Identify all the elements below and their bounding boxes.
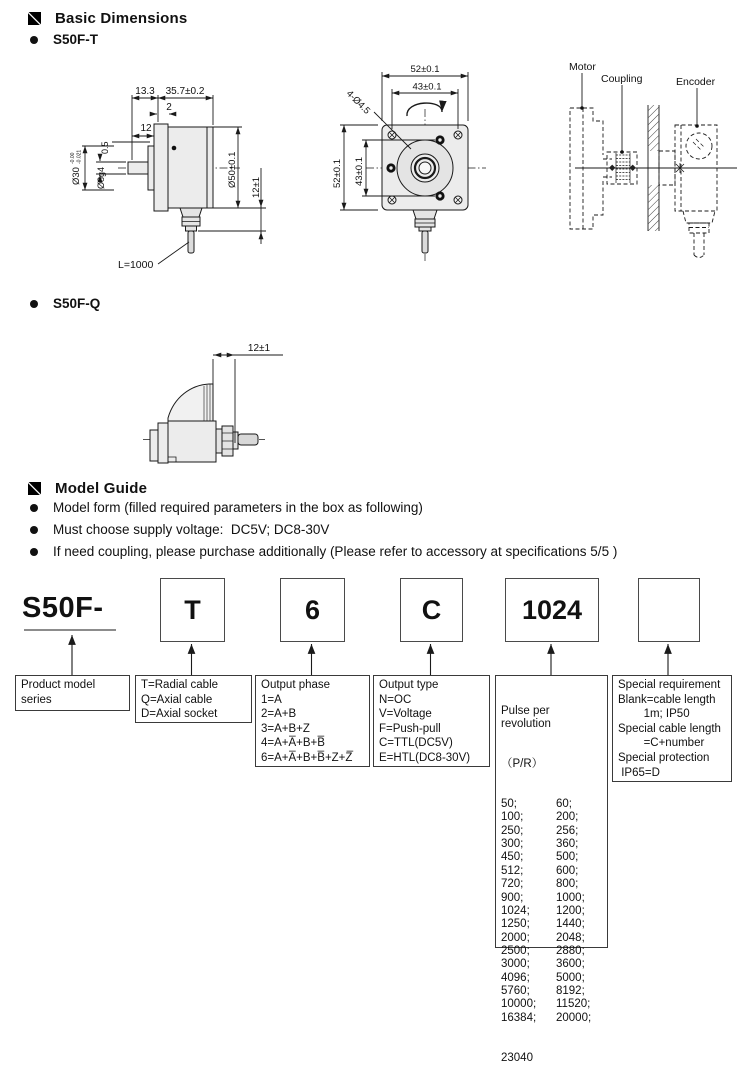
dim-d8g4: Ø8g4 <box>96 166 106 189</box>
dim-12: 12 <box>140 123 152 134</box>
dim-12-1: 12±1 <box>251 176 262 198</box>
model-box-output-type: C <box>400 578 463 642</box>
mount-labels <box>569 61 716 88</box>
pulse-values: 50; 60; 100; 200; 250; 256; 300; 360; 450; 500; 512; 600; 720; 800; 900; 1000; 1024; 1200; 1250; 1440; 2000; 2048; 2500; 2880; 3000; 3600; 4096; 5000; 5760; 8192; 10000; 11520; 16384; 20000; <box>501 798 592 1024</box>
desc-cable-type: T=Radial cable Q=Axial cable D=Axial socket <box>135 675 252 723</box>
subsection-s50f-q <box>30 296 100 311</box>
subsection-s50f-t <box>30 32 98 47</box>
dim-d50: Ø50±0.1 <box>227 151 238 188</box>
model-box-output-phase: 6 <box>280 578 345 642</box>
pulse-last-value: 23040 <box>501 1051 533 1064</box>
section-model-guide <box>28 480 147 497</box>
motor-outline <box>570 108 612 229</box>
guide-bullet-text: If need coupling, please purchase additionally (Please refer to accessory at specifications 5/5 ) <box>53 544 618 559</box>
rotation-arrow-icon <box>407 103 442 116</box>
model-box-cable-type: T <box>160 578 225 642</box>
drawing-s50f-t-side-view <box>70 70 305 282</box>
dim-d30-tol-bot: -0.021 <box>76 149 83 164</box>
dim-52-left: 52±0.1 <box>332 159 343 188</box>
subsection-label: S50F-Q <box>53 296 101 311</box>
cable <box>422 231 428 253</box>
encoder-label: Encoder <box>676 76 716 88</box>
desc-output-type: Output type N=OC V=Voltage F=Push-pull C=TTL(DC5V) E=HTL(DC8-30V) <box>373 675 490 767</box>
dim-13-3: 13.3 <box>135 86 155 97</box>
drawing-mounting-diagram <box>555 55 750 267</box>
guide-bullet-2 <box>30 522 730 537</box>
dim-43-left: 43±0.1 <box>354 157 365 186</box>
bullet-icon <box>30 300 38 308</box>
section-square-icon <box>28 12 41 25</box>
section-title: Model Guide <box>55 480 148 497</box>
dim-35-7: 35.7±0.2 <box>165 86 205 97</box>
index-dot <box>172 146 177 151</box>
guide-bullet-text: Must choose supply voltage: DC5V; DC8-30V <box>53 522 330 537</box>
dim-holes: 4-Ø4.5 <box>343 88 373 117</box>
dim-d30: Ø30 <box>71 167 82 185</box>
flange-outline <box>366 103 486 261</box>
desc-output-phase: Output phase 1=A 2=A+B 3=A+B+Z 4=A+A̅+B+B̅ 6=A+A̅+B+B̅+Z+Z̅ <box>255 675 370 767</box>
section-title: Basic Dimensions <box>55 10 188 27</box>
model-box-special <box>638 578 700 642</box>
model-number-diagram <box>0 568 750 1064</box>
model-box-pulse: 1024 <box>505 578 599 642</box>
desc-pulse-per-revolution <box>495 675 608 1064</box>
pulse-subtitle: （P/R） <box>501 758 544 771</box>
cable <box>238 434 258 445</box>
motor-label: Motor <box>569 61 596 73</box>
encoder-outline <box>659 125 717 258</box>
section-square-icon <box>28 482 41 495</box>
encoder-q-outline <box>143 384 265 463</box>
drawing-s50f-q-side-view <box>135 333 325 483</box>
dim-2: 2 <box>166 102 172 113</box>
drawing-s50f-t-front-view <box>330 55 545 267</box>
dim-d30-group <box>70 150 83 185</box>
dim-0-5: 0.5 <box>100 141 110 154</box>
dim-43-top: 43±0.1 <box>412 81 442 93</box>
desc-product-series: Product model series <box>15 675 130 711</box>
dim-12-1: 12±1 <box>247 343 271 354</box>
guide-bullet-3 <box>30 544 730 559</box>
bullet-icon <box>30 36 38 44</box>
desc-special-requirement: Special requirement Blank=cable length 1m; IP50 Special cable length =C+number Special protection IP65=D <box>612 675 732 782</box>
cable-length-label: L=1000 <box>118 259 154 271</box>
coupling-label: Coupling <box>601 73 643 85</box>
dim-52-top: 52±0.1 <box>410 64 440 75</box>
bullet-icon <box>30 548 38 556</box>
bullet-icon <box>30 504 38 512</box>
guide-bullet-text: Model form (filled required parameters in the box as following) <box>53 500 423 515</box>
subsection-label: S50F-T <box>53 32 99 47</box>
dim-d30-tol-top: -0.00 <box>70 152 76 164</box>
bullet-icon <box>30 526 38 534</box>
pulse-title: Pulse per revolution <box>501 704 553 731</box>
section-basic-dimensions <box>28 10 187 27</box>
model-prefix: S50F- <box>22 592 104 624</box>
guide-bullet-1 <box>30 500 730 515</box>
encoder-body-outline <box>118 124 240 253</box>
